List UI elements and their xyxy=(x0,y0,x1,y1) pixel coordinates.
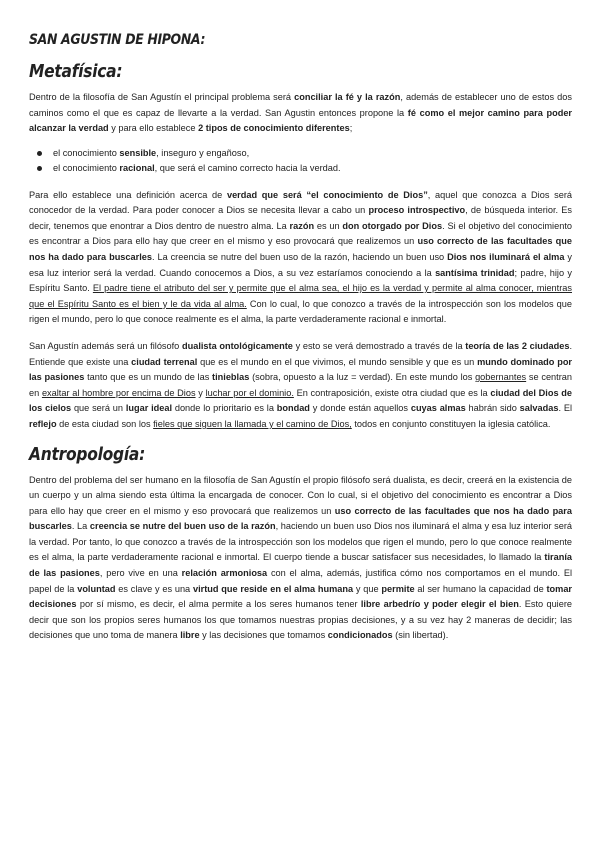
text-run: y que xyxy=(353,583,382,594)
antropologia-paragraph-1 xyxy=(29,473,572,645)
bold-text: conciliar la fé y la razón xyxy=(294,92,401,102)
text-run: En contraposición, existe otra ciudad que es la xyxy=(293,387,491,398)
text-run: que será un xyxy=(71,403,126,414)
bold-text: tiranía de las pasiones xyxy=(29,552,572,579)
text-run: y donde están aquellos xyxy=(309,403,411,414)
bold-text: Dios nos iluminará el alma xyxy=(447,251,565,262)
bold-text: ciudad del Dios de los cielos xyxy=(29,387,573,414)
underlined-text: luchar por el dominio. xyxy=(205,387,294,398)
text-run: el conocimiento xyxy=(53,163,120,174)
bold-text: santísima trinidad xyxy=(435,267,515,278)
text-run: , de búsqueda interior. Es decir, tenemos que enontrar a Dios dentro de nuestro alma. La xyxy=(29,205,572,231)
text-run: Dentro de la filosofía de San Agustín el principal problema será xyxy=(29,92,295,102)
text-run: habrán sido xyxy=(465,403,520,414)
text-run: (sin libertad). xyxy=(392,630,449,641)
bold-text: verdad que será “el conocimiento de Dios” xyxy=(226,189,428,200)
bold-text: tinieblas xyxy=(212,372,250,383)
list-item xyxy=(29,146,572,161)
bold-text: ciudad terrenal xyxy=(131,356,198,367)
bold-text: mundo dominado por las pasiones xyxy=(29,356,573,383)
underlined-text: fieles que siguen la llamada y el camino de Dios, xyxy=(153,418,352,429)
bold-text: cuyas almas xyxy=(410,403,466,414)
text-run: y esto se verá demostrado a través de la xyxy=(292,340,466,351)
bold-text: virtud que reside en el alma humana xyxy=(192,583,354,594)
bold-text: fé como el mejor camino para poder alcanzar la verdad xyxy=(29,107,573,134)
text-run: (sobra, opuesto a la luz = verdad). En este mundo los xyxy=(249,372,476,383)
bold-text: uso correcto de las facultades que nos ha dado para buscarles xyxy=(29,236,572,262)
metafisica-paragraph-1 xyxy=(29,90,572,137)
text-run: es un xyxy=(314,220,343,231)
text-run: con el alma, además, justifica cómo nos comportamos en el mundo. El papel de la xyxy=(29,568,573,594)
text-run: tanto que es un mundo de las xyxy=(84,372,213,383)
text-run: , que será el camino correcto hacia la verdad. xyxy=(154,163,341,174)
text-run: , además de establecer uno de estos dos caminos como el que es capaz de llevarte a la verdad. San Agustin entonces propone la xyxy=(29,92,572,118)
bold-text: salvadas xyxy=(519,403,559,414)
document-title: SAN AGUSTIN DE HIPONA: xyxy=(29,32,206,48)
knowledge-types-list xyxy=(29,146,572,177)
text-run: ; padre, hijo y Espíritu Santo. xyxy=(29,267,572,294)
bold-text: bondad xyxy=(276,403,310,414)
list-item xyxy=(29,161,572,176)
text-run: y xyxy=(195,387,206,398)
text-run: al ser humano la capacidad de xyxy=(414,583,547,594)
text-run: . El xyxy=(558,403,573,414)
text-run: San Agustín además será un filósofo xyxy=(29,340,182,351)
section-heading-antropologia: Antropología: xyxy=(29,443,146,465)
bold-text: permite xyxy=(381,583,415,594)
section-heading-metafisica: Metafísica: xyxy=(29,61,123,82)
text-run: . La xyxy=(71,521,90,532)
text-run: Con lo cual, lo que conozco a través de la introspección son los modelos que rigen el mundo, pero lo que conoce realmente es el alma, la parte verdaderamente racional e inmortal. xyxy=(29,298,572,325)
text-run: ; xyxy=(349,123,353,134)
bold-text: uso correcto de las facultades que nos ha dado para buscarles xyxy=(29,505,572,532)
bold-text: lugar ideal xyxy=(125,403,173,414)
text-run: y esa luz interior será la verdad. Cuando conocemos a Dios, a su vez estaríamos conociendo a la xyxy=(29,251,572,278)
text-run: de esta ciudad son los xyxy=(56,418,154,429)
bold-text: reflejo xyxy=(29,418,57,429)
underlined-text: gobernantes xyxy=(475,372,527,383)
text-run: y las decisiones que tomamos xyxy=(199,630,328,641)
bold-text: libre arbedrío y poder elegir el bien xyxy=(360,599,519,610)
metafisica-paragraph-2 xyxy=(29,188,572,328)
text-run: por sí mismo, es decir, el alma permite a los seres humanos tener xyxy=(76,599,361,610)
text-run: donde lo prioritario es la xyxy=(172,403,277,414)
text-run: que es el mundo en el que vivimos, el mundo sensible y que es un xyxy=(197,356,478,367)
text-run: . Esto quiere decir que son los propios seres humanos los que tomamos nuestras propias decisiones, y a su vez hay 2 maneras de decidir; las decisiones que uno toma de manera xyxy=(29,599,573,641)
text-run: , aquel que conozca a Dios será conocedor de la verdad. Para poder conocer a Dios se necesita llevar a cabo un xyxy=(29,189,572,216)
bold-text: creencia se nutre del buen uso de la razón xyxy=(89,521,276,532)
text-run: Dentro del problema del ser humano en la filosofía de San Agustín el propio filósofo será dualista, es decir, creerá en la existencia de un cuerpo y un alma siendo esta última la encargada de conocer. Con lo cual, si el objetivo del conocimiento es encontrar a Dios para ello hay que creer en el mismo y eso provocará que realizemos un xyxy=(29,474,572,516)
bold-text: don otorgado por Dios xyxy=(342,220,443,231)
bold-text: racional xyxy=(119,163,155,174)
text-run: . Si el objetivo del conocimiento es encontrar a Dios para ello hay que creer en el mismo y eso provocará que realizemos un xyxy=(29,220,572,247)
text-run: , pero vive en una xyxy=(99,568,182,579)
text-run: el conocimiento xyxy=(53,147,120,158)
bold-text: libre xyxy=(180,630,200,641)
bold-text: proceso introspectivo xyxy=(368,205,466,216)
text-run: , inseguro y engañoso, xyxy=(156,147,250,158)
text-run: , haciendo un buen uso Dios nos iluminará el alma y esa luz interior será la verdad. Por tanto, lo que conozco a través de la introspección son los modelos que rigen el mundo, pero lo que conoce realmente es el alma, la parte verdaderamente racional e inmortal. El cuerpo tiende a buscar satisfacer sus necesidades, lo llamado la xyxy=(29,521,572,563)
text-run: se centran en xyxy=(29,372,572,398)
metafisica-paragraph-3 xyxy=(29,339,572,433)
underlined-text: exaltar al hombre por encima de Dios xyxy=(41,387,196,398)
bold-text: voluntad xyxy=(77,583,116,594)
bold-text: tomar decisiones xyxy=(29,583,573,610)
bold-text: condicionados xyxy=(327,630,393,641)
text-run: . Entiende que existe una xyxy=(29,340,573,367)
text-run: todos en conjunto constituyen la iglesia católica. xyxy=(351,418,551,429)
bold-text: sensible xyxy=(119,147,157,158)
bold-text: 2 tipos de conocimiento diferentes xyxy=(198,123,350,134)
text-run: Para ello establece una definición acerca de xyxy=(29,189,227,200)
bold-text: razón xyxy=(289,220,315,231)
bold-text: teoría de las 2 ciudades xyxy=(465,340,570,351)
text-run: es clave y es una xyxy=(115,583,193,594)
underlined-text: El padre tiene el atributo del ser y permite que el alma sea, el hijo es la verdad y permite al alma conocer, mientras que el Espíritu Santo es el bien y le da vida al alma. xyxy=(29,283,572,309)
bold-text: dualista ontológicamente xyxy=(181,340,293,351)
text-run: y para ello establece xyxy=(108,123,199,134)
text-run: . La creencia se nutre del buen uso de la razón, haciendo un buen uso xyxy=(151,251,448,262)
bold-text: relación armoniosa xyxy=(181,568,268,579)
